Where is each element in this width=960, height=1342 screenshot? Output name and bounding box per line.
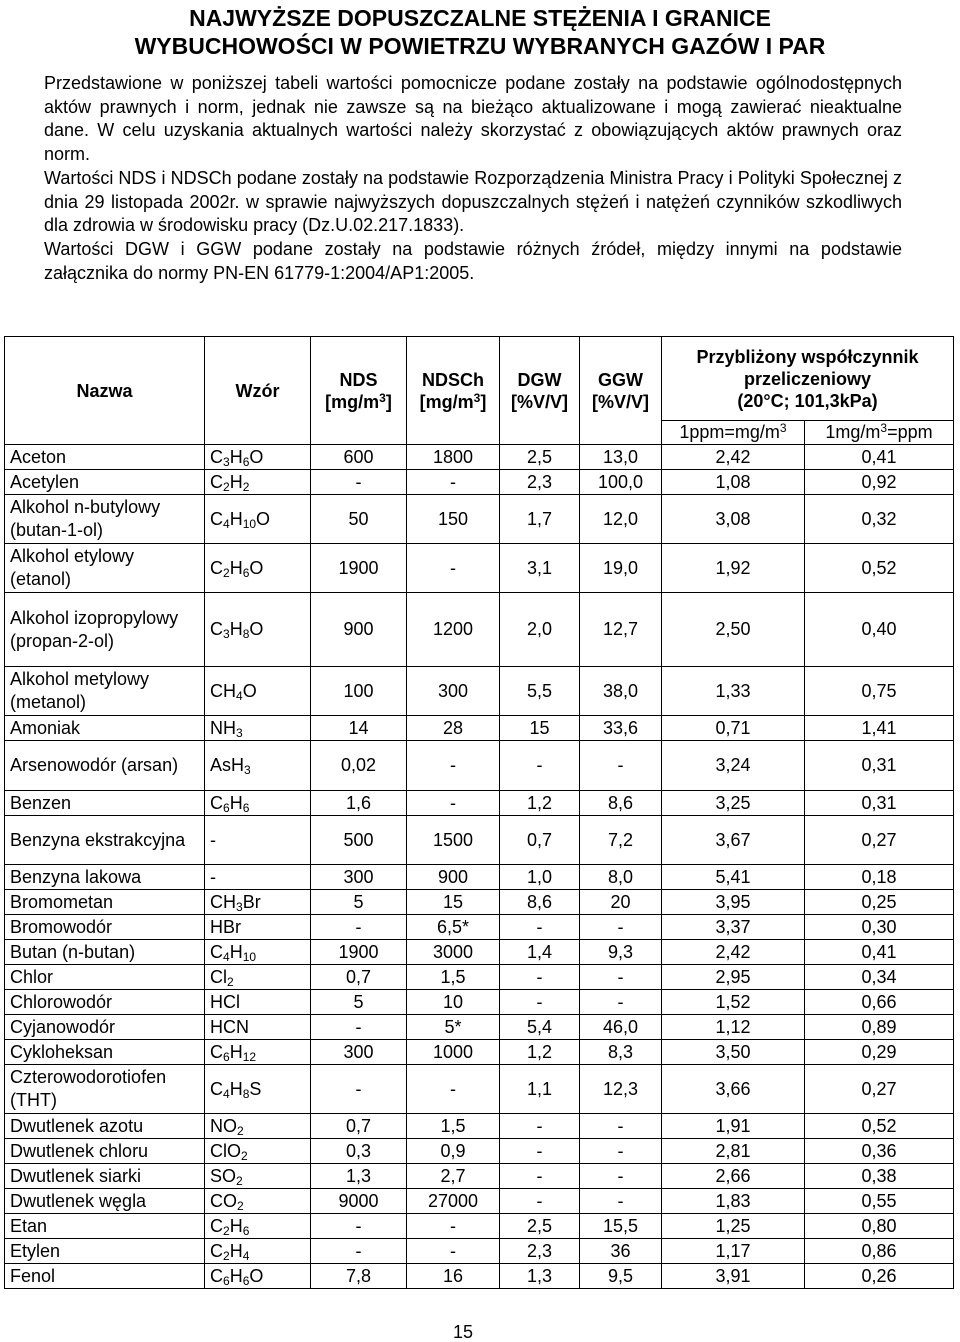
cell-ggw: -	[580, 1114, 662, 1139]
cell-formula: -	[205, 816, 311, 865]
cell-ppm-mg: 1,83	[662, 1189, 805, 1214]
cell-ggw: 19,0	[580, 544, 662, 593]
cell-ppm-mg: 3,91	[662, 1264, 805, 1289]
cell-nds: 0,7	[311, 965, 407, 990]
header-ggw-unit: [%V/V]	[591, 391, 649, 412]
cell-name: Dwutlenek siarki	[5, 1164, 205, 1189]
cell-dgw: 2,0	[500, 593, 580, 667]
cell-nds: 50	[311, 495, 407, 544]
cell-ndsch: 5*	[407, 1015, 500, 1040]
cell-name: Benzen	[5, 791, 205, 816]
header-ggw-label: GGW	[598, 369, 643, 390]
cell-name: Czterowodorotiofen (THT)	[5, 1065, 205, 1114]
cell-formula: $C_4H_8S$	[205, 1065, 311, 1114]
cell-nds: 0,3	[311, 1139, 407, 1164]
cell-ndsch: 150	[407, 495, 500, 544]
cell-mg-ppm: 0,80	[805, 1214, 954, 1239]
cell-formula: $C_2H_6$	[205, 1214, 311, 1239]
header-ndsch-label: NDSCh	[422, 369, 484, 390]
cell-nds: -	[311, 1015, 407, 1040]
cell-formula: $NH_3$	[205, 716, 311, 741]
cell-ggw: 12,3	[580, 1065, 662, 1114]
cell-ppm-mg: 3,67	[662, 816, 805, 865]
header-ndsch	[407, 337, 500, 445]
cell-nds: -	[311, 470, 407, 495]
table-row	[5, 1114, 954, 1139]
cell-dgw: 0,7	[500, 816, 580, 865]
header-nds-unit: $[mg/m^3]$	[325, 390, 392, 412]
cell-formula: -	[205, 865, 311, 890]
table-row	[5, 741, 954, 791]
cell-formula: AsH$_3$	[205, 741, 311, 791]
cell-mg-ppm: 0,66	[805, 990, 954, 1015]
cell-name: Butan (n-butan)	[5, 940, 205, 965]
cell-ggw: -	[580, 1164, 662, 1189]
table-row	[5, 1214, 954, 1239]
cell-ggw: 100,0	[580, 470, 662, 495]
cell-dgw: 1,1	[500, 1065, 580, 1114]
header-conversion-line-3: (20°C; 101,3kPa)	[737, 390, 878, 411]
cell-mg-ppm: 0,52	[805, 544, 954, 593]
cell-formula: $C_2H_4$	[205, 1239, 311, 1264]
cell-ppm-mg: 1,12	[662, 1015, 805, 1040]
cell-formula: HBr	[205, 915, 311, 940]
cell-ppm-mg: 2,42	[662, 445, 805, 470]
cell-formula: $C_4H_{10}$	[205, 940, 311, 965]
cell-ppm-mg: 1,92	[662, 544, 805, 593]
cell-mg-ppm: 0,41	[805, 445, 954, 470]
cell-nds: 0,02	[311, 741, 407, 791]
cell-mg-ppm: 0,30	[805, 915, 954, 940]
cell-ppm-mg: 1,33	[662, 667, 805, 716]
cell-ndsch: 15	[407, 890, 500, 915]
cell-mg-ppm: 0,27	[805, 816, 954, 865]
cell-mg-ppm: 0,26	[805, 1264, 954, 1289]
cell-ggw: -	[580, 1139, 662, 1164]
cell-nds: 1,3	[311, 1164, 407, 1189]
cell-ndsch: -	[407, 1214, 500, 1239]
cell-formula: $C_2H_2$	[205, 470, 311, 495]
cell-nds: 300	[311, 865, 407, 890]
cell-name: Dwutlenek chloru	[5, 1139, 205, 1164]
header-dgw-label: DGW	[517, 369, 562, 390]
table-row	[5, 915, 954, 940]
cell-mg-ppm: 0,89	[805, 1015, 954, 1040]
cell-name: Acetylen	[5, 470, 205, 495]
cell-dgw: -	[500, 1164, 580, 1189]
cell-ndsch: 2,7	[407, 1164, 500, 1189]
cell-formula: $C_3H_6O$	[205, 445, 311, 470]
cell-ggw: -	[580, 965, 662, 990]
intro-paragraph-2: Wartości NDS i NDSCh podane zostały na podstawie Rozporządzenia Ministra Pracy i Polityki Społecznej z dnia 29 listopada 2002r. w sprawie najwyższych dopuszczalnych stężeń i natężeń czynników szkodliwych dla zdrowia w środowisku pracy (Dz.U.02.217.1833).	[44, 167, 902, 236]
cell-ppm-mg: 1,52	[662, 990, 805, 1015]
cell-nds: 1,6	[311, 791, 407, 816]
cell-nds: 1900	[311, 940, 407, 965]
cell-ndsch: 6,5*	[407, 915, 500, 940]
table-row	[5, 1139, 954, 1164]
header-mg-to-ppm: $1mg/m^3=ppm$	[805, 421, 954, 445]
intro-text	[44, 72, 902, 285]
cell-nds: 500	[311, 816, 407, 865]
cell-ndsch: 28	[407, 716, 500, 741]
cell-name: Aceton	[5, 445, 205, 470]
cell-name: Etan	[5, 1214, 205, 1239]
cell-nds: 900	[311, 593, 407, 667]
cell-mg-ppm: 0,18	[805, 865, 954, 890]
cell-ggw: 8,3	[580, 1040, 662, 1065]
cell-ndsch: -	[407, 544, 500, 593]
table-row	[5, 495, 954, 544]
cell-formula: $CO_2$	[205, 1189, 311, 1214]
cell-ggw: 9,5	[580, 1264, 662, 1289]
cell-ppm-mg: 2,66	[662, 1164, 805, 1189]
cell-ggw: -	[580, 1189, 662, 1214]
header-dgw-unit: [%V/V]	[510, 391, 568, 412]
cell-mg-ppm: 0,92	[805, 470, 954, 495]
cell-dgw: -	[500, 965, 580, 990]
cell-ndsch: -	[407, 1239, 500, 1264]
page-number: 15	[452, 1322, 474, 1342]
cell-name: Benzyna lakowa	[5, 865, 205, 890]
cell-ggw: 38,0	[580, 667, 662, 716]
cell-formula: $C_6H_6$	[205, 791, 311, 816]
cell-mg-ppm: 0,38	[805, 1164, 954, 1189]
cell-formula: $C_6H_{12}$	[205, 1040, 311, 1065]
cell-ndsch: 16	[407, 1264, 500, 1289]
cell-ggw: 12,7	[580, 593, 662, 667]
cell-name: Benzyna ekstrakcyjna	[5, 816, 205, 865]
cell-ppm-mg: 2,95	[662, 965, 805, 990]
cell-formula: $C_4H_{10}O$	[205, 495, 311, 544]
gas-limits-table	[4, 336, 954, 1289]
cell-ppm-mg: 5,41	[662, 865, 805, 890]
header-nds-label: NDS	[339, 369, 378, 390]
cell-name: Chlorowodór	[5, 990, 205, 1015]
cell-name: Chlor	[5, 965, 205, 990]
cell-ggw: 33,6	[580, 716, 662, 741]
table-row	[5, 1189, 954, 1214]
cell-formula: $SO_2$	[205, 1164, 311, 1189]
cell-dgw: -	[500, 990, 580, 1015]
cell-dgw: 5,4	[500, 1015, 580, 1040]
cell-ndsch: -	[407, 791, 500, 816]
cell-name: Fenol	[5, 1264, 205, 1289]
cell-mg-ppm: 0,36	[805, 1139, 954, 1164]
cell-ndsch: -	[407, 1065, 500, 1114]
cell-formula: $CH_4O$	[205, 667, 311, 716]
table-row	[5, 1065, 954, 1114]
cell-ppm-mg: 2,42	[662, 940, 805, 965]
cell-ppm-mg: 3,95	[662, 890, 805, 915]
cell-formula: ClO$_2$	[205, 1139, 311, 1164]
cell-dgw: 2,3	[500, 470, 580, 495]
title-line-1: NAJWYŻSZE DOPUSZCZALNE STĘŻENIA I GRANICE	[189, 5, 771, 31]
cell-ppm-mg: 3,24	[662, 741, 805, 791]
cell-ggw: -	[580, 915, 662, 940]
cell-dgw: -	[500, 1189, 580, 1214]
cell-dgw: 2,5	[500, 1214, 580, 1239]
table-row	[5, 1264, 954, 1289]
cell-ppm-mg: 2,50	[662, 593, 805, 667]
cell-ppm-mg: 3,08	[662, 495, 805, 544]
cell-nds: 0,7	[311, 1114, 407, 1139]
cell-ggw: 36	[580, 1239, 662, 1264]
cell-mg-ppm: 0,34	[805, 965, 954, 990]
table-row	[5, 470, 954, 495]
cell-ppm-mg: 3,66	[662, 1065, 805, 1114]
cell-nds: 1900	[311, 544, 407, 593]
cell-mg-ppm: 0,41	[805, 940, 954, 965]
cell-dgw: -	[500, 1114, 580, 1139]
intro-paragraph-3: Wartości DGW i GGW podane zostały na podstawie różnych źródeł, między innymi na podstawie załącznika do normy PN-EN 61779-1:2004/AP1:2005.	[44, 238, 902, 283]
header-dgw	[500, 337, 580, 445]
table-row	[5, 593, 954, 667]
header-ggw	[580, 337, 662, 445]
cell-dgw: 1,3	[500, 1264, 580, 1289]
cell-ggw: 7,2	[580, 816, 662, 865]
cell-ggw: 13,0	[580, 445, 662, 470]
cell-ppm-mg: 1,17	[662, 1239, 805, 1264]
cell-dgw: 5,5	[500, 667, 580, 716]
header-formula: Wzór	[205, 337, 311, 445]
cell-formula: $CH_3Br$	[205, 890, 311, 915]
cell-dgw: 8,6	[500, 890, 580, 915]
cell-name: Cykloheksan	[5, 1040, 205, 1065]
cell-nds: 5	[311, 890, 407, 915]
cell-nds: -	[311, 1239, 407, 1264]
table-row	[5, 965, 954, 990]
table-row	[5, 716, 954, 741]
cell-name: Bromometan	[5, 890, 205, 915]
header-conversion	[662, 337, 954, 421]
cell-ndsch: -	[407, 741, 500, 791]
cell-nds: -	[311, 915, 407, 940]
cell-dgw: -	[500, 741, 580, 791]
cell-mg-ppm: 0,27	[805, 1065, 954, 1114]
header-ppm-to-mg: $1ppm=mg/m^3$	[662, 421, 805, 445]
table-row	[5, 1015, 954, 1040]
cell-ppm-mg: 2,81	[662, 1139, 805, 1164]
table-row	[5, 544, 954, 593]
cell-nds: 9000	[311, 1189, 407, 1214]
table-header	[5, 337, 954, 445]
cell-ndsch: 1800	[407, 445, 500, 470]
cell-mg-ppm: 0,40	[805, 593, 954, 667]
cell-nds: 5	[311, 990, 407, 1015]
cell-formula: $C_3H_8O$	[205, 593, 311, 667]
cell-dgw: 2,5	[500, 445, 580, 470]
cell-ppm-mg: 1,91	[662, 1114, 805, 1139]
cell-dgw: 1,2	[500, 791, 580, 816]
header-nds	[311, 337, 407, 445]
cell-ppm-mg: 3,50	[662, 1040, 805, 1065]
cell-ndsch: 1,5	[407, 1114, 500, 1139]
table-row	[5, 1040, 954, 1065]
table-row	[5, 816, 954, 865]
table-row	[5, 990, 954, 1015]
cell-dgw: -	[500, 1139, 580, 1164]
cell-ggw: 12,0	[580, 495, 662, 544]
cell-name: Alkohol metylowy (metanol)	[5, 667, 205, 716]
cell-ndsch: 1200	[407, 593, 500, 667]
table-row	[5, 940, 954, 965]
cell-formula: $C_6H_6O$	[205, 1264, 311, 1289]
cell-formula: $Cl_2$	[205, 965, 311, 990]
cell-dgw: 3,1	[500, 544, 580, 593]
cell-name: Bromowodór	[5, 915, 205, 940]
header-conversion-line-2: przeliczeniowy	[743, 368, 872, 389]
page-title	[0, 4, 960, 60]
cell-ggw: -	[580, 990, 662, 1015]
cell-ppm-mg: 3,37	[662, 915, 805, 940]
cell-name: Amoniak	[5, 716, 205, 741]
cell-ndsch: 1,5	[407, 965, 500, 990]
intro-paragraph-1: Przedstawione w poniższej tabeli wartości pomocnicze podane zostały na podstawie ogólnodostępnych aktów prawnych i norm, jednak nie zawsze są na bieżąco aktualizowane i mogą zawierać nieaktualne dane. W celu uzyskania aktualnych wartości należy skorzystać z obowiązujących aktów prawnych oraz norm.	[44, 73, 902, 165]
cell-ggw: 20	[580, 890, 662, 915]
cell-mg-ppm: 0,52	[805, 1114, 954, 1139]
table-row	[5, 865, 954, 890]
cell-ggw: 15,5	[580, 1214, 662, 1239]
header-name: Nazwa	[5, 337, 205, 445]
table-row	[5, 1164, 954, 1189]
cell-name: Alkohol etylowy (etanol)	[5, 544, 205, 593]
cell-ndsch: -	[407, 470, 500, 495]
cell-mg-ppm: 0,75	[805, 667, 954, 716]
cell-dgw: 2,3	[500, 1239, 580, 1264]
cell-ndsch: 1000	[407, 1040, 500, 1065]
cell-dgw: 1,7	[500, 495, 580, 544]
cell-mg-ppm: 0,25	[805, 890, 954, 915]
cell-dgw: 1,0	[500, 865, 580, 890]
cell-formula: $C_2H_6O$	[205, 544, 311, 593]
cell-mg-ppm: 0,86	[805, 1239, 954, 1264]
cell-ggw: 46,0	[580, 1015, 662, 1040]
title-line-2: WYBUCHOWOŚCI W POWIETRZU WYBRANYCH GAZÓW I PAR	[134, 33, 826, 59]
cell-ggw: 9,3	[580, 940, 662, 965]
cell-ggw: -	[580, 741, 662, 791]
cell-name: Alkohol izopropylowy (propan-2-ol)	[5, 593, 205, 667]
cell-ndsch: 10	[407, 990, 500, 1015]
cell-name: Alkohol n-butylowy (butan-1-ol)	[5, 495, 205, 544]
header-ndsch-unit: $[mg/m^3]$	[419, 390, 487, 412]
cell-ppm-mg: 0,71	[662, 716, 805, 741]
cell-nds: 14	[311, 716, 407, 741]
cell-dgw: -	[500, 915, 580, 940]
cell-ndsch: 3000	[407, 940, 500, 965]
cell-ndsch: 900	[407, 865, 500, 890]
cell-name: Etylen	[5, 1239, 205, 1264]
cell-ggw: 8,6	[580, 791, 662, 816]
cell-ndsch: 300	[407, 667, 500, 716]
cell-name: Dwutlenek węgla	[5, 1189, 205, 1214]
table-row	[5, 445, 954, 470]
cell-name: Cyjanowodór	[5, 1015, 205, 1040]
cell-name: Dwutlenek azotu	[5, 1114, 205, 1139]
table-row	[5, 667, 954, 716]
cell-ppm-mg: 3,25	[662, 791, 805, 816]
table-row	[5, 890, 954, 915]
cell-mg-ppm: 0,55	[805, 1189, 954, 1214]
table-row	[5, 1239, 954, 1264]
cell-nds: 300	[311, 1040, 407, 1065]
cell-ppm-mg: 1,08	[662, 470, 805, 495]
cell-ndsch: 0,9	[407, 1139, 500, 1164]
cell-mg-ppm: 0,31	[805, 791, 954, 816]
cell-mg-ppm: 0,32	[805, 495, 954, 544]
table-row	[5, 791, 954, 816]
cell-nds: 7,8	[311, 1264, 407, 1289]
cell-formula: HCN	[205, 1015, 311, 1040]
cell-nds: 600	[311, 445, 407, 470]
cell-dgw: 1,2	[500, 1040, 580, 1065]
cell-ggw: 8,0	[580, 865, 662, 890]
cell-formula: HCl	[205, 990, 311, 1015]
cell-mg-ppm: 0,29	[805, 1040, 954, 1065]
cell-dgw: 15	[500, 716, 580, 741]
cell-nds: -	[311, 1214, 407, 1239]
cell-mg-ppm: 0,31	[805, 741, 954, 791]
cell-name: Arsenowodór (arsan)	[5, 741, 205, 791]
cell-nds: 100	[311, 667, 407, 716]
cell-dgw: 1,4	[500, 940, 580, 965]
cell-ndsch: 1500	[407, 816, 500, 865]
cell-ppm-mg: 1,25	[662, 1214, 805, 1239]
header-conversion-line-1: Przybliżony współczynnik	[696, 346, 919, 367]
cell-formula: $NO_2$	[205, 1114, 311, 1139]
table-body	[5, 445, 954, 1289]
cell-mg-ppm: 1,41	[805, 716, 954, 741]
cell-nds: -	[311, 1065, 407, 1114]
cell-ndsch: 27000	[407, 1189, 500, 1214]
